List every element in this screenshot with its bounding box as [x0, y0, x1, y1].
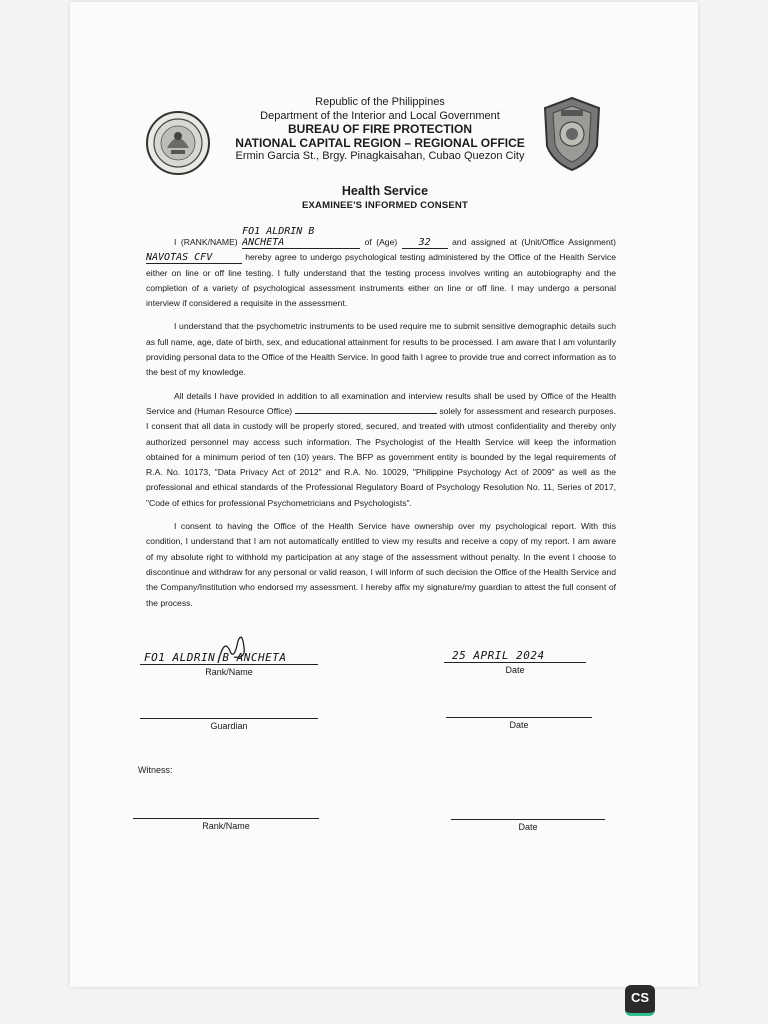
header-line-region: NATIONAL CAPITAL REGION – REGIONAL OFFICE: [235, 135, 525, 150]
hr-office-blank: [295, 404, 437, 414]
date-label-2: Date: [509, 720, 529, 730]
para1-text-c: and assigned at (Unit/Office Assignment): [447, 237, 616, 247]
title-health-service: Health Service: [341, 184, 429, 198]
paragraph-4: I consent to having the Office of the Health Service have ownership over my psychological report. With this condition, I understand that I am not automatically entitled to view my results and receive a copy of my report. I am aware of my absolute right to withhold my participation at any stage of the assessment without penalty. In the event I choose to discontinue and withdraw for any personal or valid reason, I will inform of such decision the Office of the Health Service and the Company/Institution who endorsed my assessment. I hereby affix my signature/my guardian to attest the full consent of the process.: [146, 521, 616, 608]
unit-assignment-field: NAVOTAS CFV: [146, 252, 242, 264]
title-informed-consent: EXAMINEE'S INFORMED CONSENT: [301, 200, 468, 211]
date-block-1: [444, 662, 586, 675]
date-block-2: [446, 717, 592, 730]
witness-line: [133, 818, 319, 819]
rank-name-signature: FO1 ALDRIN B ANCHETA: [144, 651, 287, 664]
signature-scribble: [214, 633, 250, 667]
guardian-label: Guardian: [210, 721, 248, 731]
paragraph-1: [146, 226, 616, 311]
guardian-line: [140, 718, 318, 719]
para3-text-a: All details I have provided in addition to all examination and interview results shall be used by Office of the Health Service and (Human Resource Office): [146, 390, 616, 416]
date-line: [444, 662, 586, 663]
paragraph-3: [146, 389, 616, 511]
header-line-bureau: BUREAU OF FIRE PROTECTION: [287, 122, 472, 136]
header-line-department: Department of the Interior and Local Government: [260, 109, 500, 122]
para1-text-b: of (Age): [360, 237, 402, 247]
para3-text-b: solely for assessment and research purposes. I consent that all data in custody will be properly stored, secured, and treated with utmost confidentiality and thereby only authorized personnel may access such information. The Psychologist of the Health Service will keep the information obtained for a minimum period of ten (10) years. The BFP as government entity is bounded by the legal requirements of R.A. No. 10173, "Data Privacy Act of 2012" and R.A. No. 10029, "Philippine Psychology Act of 2009" as well as the professional and ethical standards of the Professional Regulatory Board of Psychology Resolution No. 11, Series of 2017, "Code of ethics for professional Psychometricians and Psychologists".: [146, 405, 616, 508]
date-line: [451, 819, 605, 820]
age-field: 32: [402, 237, 448, 249]
date-block-3: [451, 819, 605, 832]
header-line-address: Ermin Garcia St., Brgy. Pinagkaisahan, Cubao Quezon City: [235, 150, 525, 162]
guardian-block: [140, 718, 318, 731]
date-label-3: Date: [518, 822, 538, 832]
rank-name-signature-block: [140, 664, 318, 677]
consent-body: [146, 226, 616, 619]
dilg-seal-logo: [145, 110, 211, 176]
bfp-seal-logo: [541, 96, 603, 172]
rank-name-field: FO1 ALDRIN B ANCHETA: [242, 226, 360, 249]
header-line-republic: Republic of the Philippines: [315, 96, 445, 108]
letterhead: [210, 96, 550, 164]
camscanner-logo: CS: [625, 985, 655, 1016]
rank-name-label: Rank/Name: [205, 667, 253, 677]
date-label-1: Date: [505, 665, 525, 675]
para1-text-a: I (RANK/NAME): [174, 237, 243, 247]
witness-rank-name-block: [133, 818, 319, 831]
date-line: [446, 717, 592, 718]
date-signed: 25 APRIL 2024: [452, 649, 545, 662]
witness-label: Witness:: [138, 765, 173, 775]
signature-line: [140, 664, 318, 665]
document-title: [200, 184, 570, 212]
para1-text-d: hereby agree to undergo psychological testing administered by the Office of the Health Service either on line or off line testing. I fully understand that the testing process involves writing an autobiography and the completion of a variety of psychological assessment instruments either on line or off line. I may undergo a personal interview if considered a requisite in the assessment.: [146, 252, 616, 309]
paragraph-2: I understand that the psychometric instruments to be used require me to submit sensitive demographic details such as full name, age, date of birth, sex, and educational attainment for results to be processed. I am aware that I am voluntarily providing personal data to the Office of the Health Service. In good faith I agree to provide true and correct information as to the best of my knowledge.: [146, 321, 616, 378]
witness-rank-name-label: Rank/Name: [202, 821, 250, 831]
